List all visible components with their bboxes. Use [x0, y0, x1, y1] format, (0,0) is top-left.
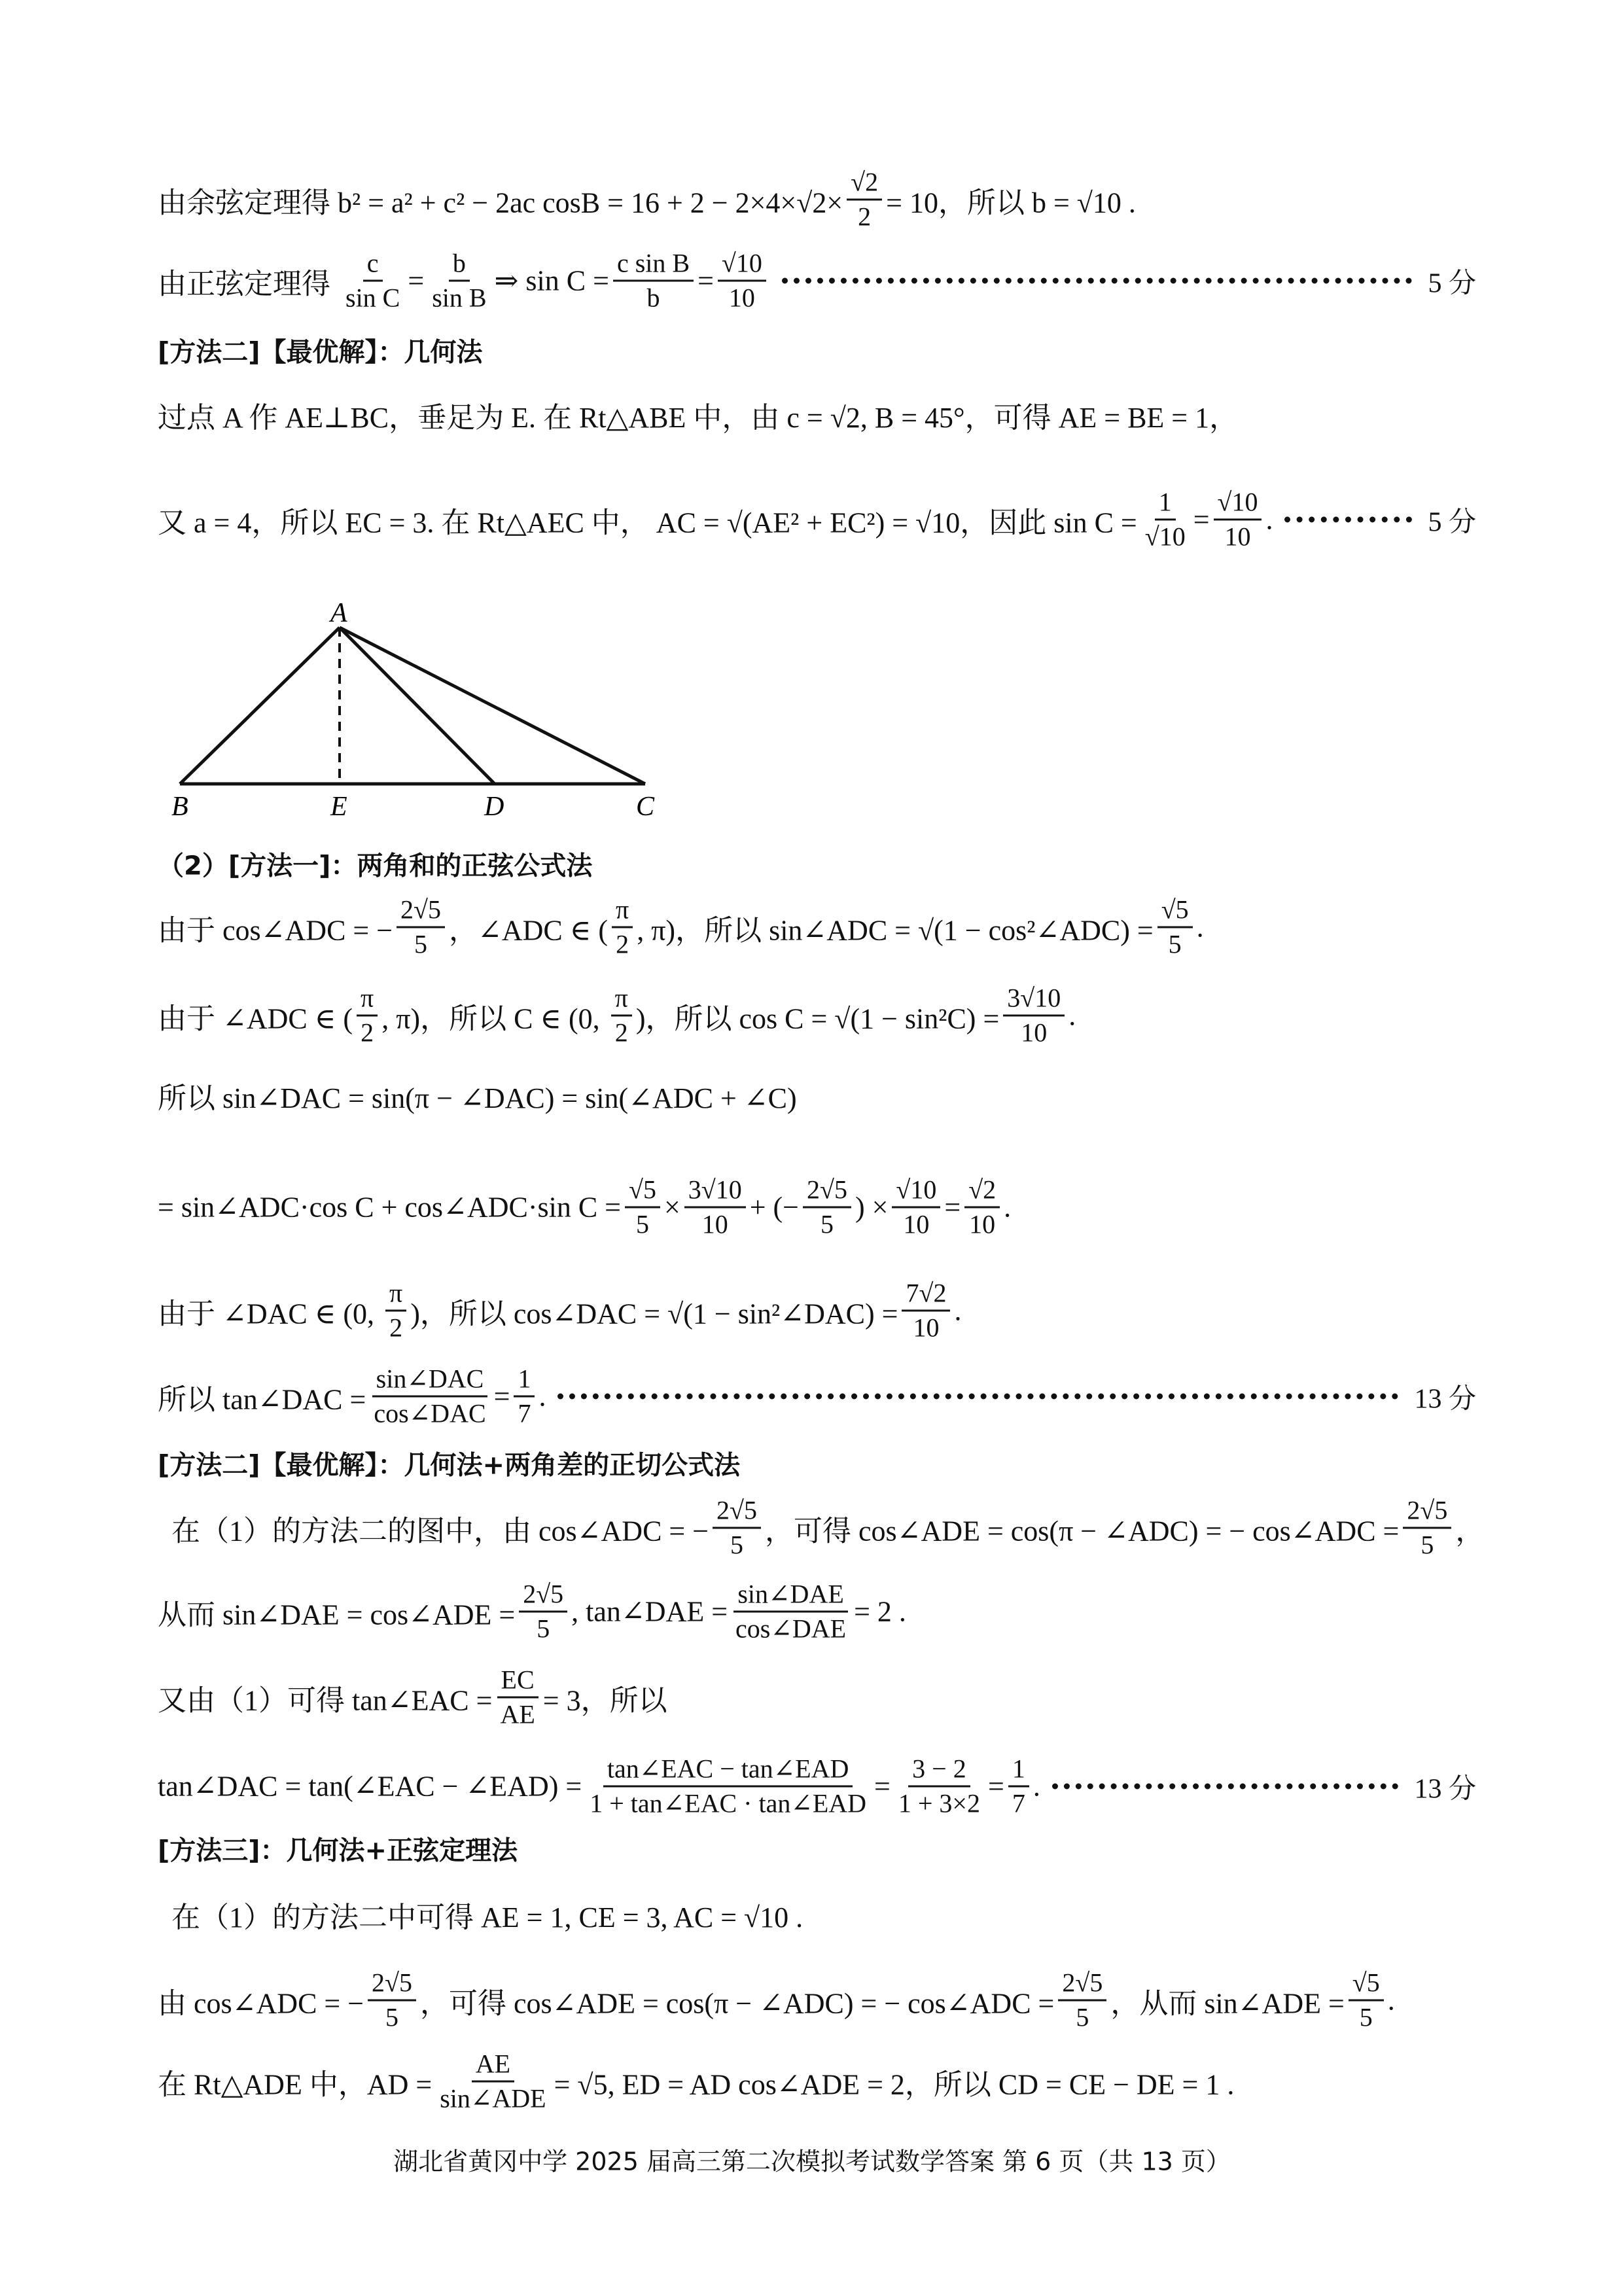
- numerator: √2: [964, 1174, 1000, 1209]
- denominator: 2: [616, 929, 629, 959]
- fraction: [894, 1753, 984, 1820]
- section-heading: [158, 1445, 1476, 1482]
- denominator: cos∠DAC: [374, 1398, 486, 1428]
- numerator: sin∠DAC: [372, 1363, 488, 1398]
- math-line: [158, 394, 1476, 436]
- fraction: [718, 247, 766, 315]
- numerator: 2√5: [1403, 1494, 1451, 1529]
- text-segment: ，∠ADC ∈ (: [449, 914, 608, 946]
- denominator: 5: [635, 1209, 649, 1239]
- numerator: b: [449, 247, 470, 282]
- denominator: 1 + tan∠EAC · tan∠EAD: [590, 1788, 867, 1818]
- fraction: [496, 1664, 538, 1731]
- denominator: 10: [728, 283, 755, 313]
- text-segment: =: [874, 1770, 891, 1803]
- denominator: 10: [1021, 1017, 1048, 1048]
- text-segment: 又由（1）可得 tan∠EAC =: [158, 1684, 493, 1716]
- math-line: [158, 1664, 1476, 1731]
- numerator: π: [357, 982, 378, 1017]
- text-segment: ，: [1455, 1515, 1485, 1547]
- dot-leader: [1052, 1784, 1399, 1790]
- text-segment: 从而 sin∠DAE = cos∠ADE =: [158, 1598, 516, 1631]
- denominator: 5: [1359, 2002, 1373, 2032]
- math-line: [158, 2048, 1476, 2115]
- text-segment: , tan∠DAE =: [571, 1595, 728, 1628]
- text-segment: （2）[方法一]：两角和的正弦公式法: [158, 851, 593, 881]
- fraction: [1003, 982, 1065, 1050]
- denominator: 5: [537, 1614, 550, 1644]
- fraction: [1403, 1494, 1451, 1562]
- numerator: 2√5: [397, 894, 445, 928]
- section-heading: [158, 1830, 1476, 1867]
- denominator: 10: [969, 1209, 996, 1239]
- page-footer: 湖北省黄冈中学 2025 届高三第二次模拟考试数学答案 第 6 页（共 13 页）: [393, 2147, 1231, 2176]
- fraction: [342, 247, 404, 315]
- text-segment: 由于 ∠ADC ∈ (: [158, 1002, 353, 1034]
- fraction: [611, 982, 632, 1050]
- numerator: π: [612, 894, 633, 928]
- text-segment: )，所以 cos∠DAC = √(1 − sin²∠DAC) =: [410, 1298, 898, 1330]
- numerator: π: [611, 982, 632, 1017]
- numerator: 2√5: [368, 1967, 416, 2002]
- score-label: 13 分: [1414, 1384, 1476, 1414]
- text-segment: ，从而 sin∠ADE =: [1110, 1987, 1345, 2019]
- text-segment: =: [988, 1770, 1004, 1803]
- math-line: [158, 247, 1476, 315]
- text-segment: .: [1068, 999, 1076, 1032]
- segment-AB: [180, 627, 340, 784]
- fraction: [684, 1174, 746, 1241]
- numerator: 7√2: [902, 1277, 950, 1312]
- fraction: [713, 1494, 761, 1562]
- denominator: 5: [1168, 929, 1182, 959]
- label-B: B: [171, 792, 188, 822]
- denominator: 5: [414, 929, 428, 959]
- text-segment: 由余弦定理得 b² = a² + c² − 2ac cosB = 16 + 2 − 2×4×√2×: [158, 186, 843, 219]
- label-C: C: [636, 792, 655, 822]
- section-heading: [158, 845, 1476, 883]
- dot-leader: [1284, 517, 1412, 523]
- text-segment: 又 a = 4，所以 EC = 3. 在 Rt△AEC 中， AC = √(AE² + EC²) = √10，因此 sin C =: [158, 506, 1137, 539]
- fraction: [1141, 486, 1190, 554]
- denominator: sin C: [345, 283, 400, 313]
- math-line: [158, 166, 1476, 234]
- denominator: 7: [518, 1398, 531, 1428]
- math-line: [158, 1074, 1476, 1116]
- denominator: 5: [820, 1209, 834, 1239]
- fraction: [613, 247, 694, 315]
- numerator: sin∠DAE: [733, 1578, 847, 1613]
- fraction: [436, 2048, 550, 2115]
- numerator: AE: [472, 2048, 514, 2083]
- numerator: 3√10: [684, 1174, 746, 1209]
- text-segment: tan∠DAC = tan(∠EAC − ∠EAD) =: [158, 1770, 582, 1803]
- denominator: 5: [730, 1530, 744, 1560]
- numerator: π: [385, 1277, 406, 1312]
- dot-leader: [782, 278, 1413, 284]
- denominator: 2: [858, 202, 872, 232]
- numerator: c: [363, 247, 383, 282]
- fraction: [1008, 1753, 1029, 1820]
- text-segment: .: [1004, 1191, 1012, 1224]
- text-segment: = √5, ED = AD cos∠ADE = 2，所以 CD = CE − DE = 1 .: [554, 2068, 1235, 2100]
- math-line: [158, 1753, 1476, 1820]
- text-segment: , π)，所以 C ∈ (0,: [381, 1002, 607, 1034]
- numerator: 3√10: [1003, 982, 1065, 1017]
- fraction: [370, 1363, 489, 1430]
- fraction: [385, 1277, 406, 1345]
- fraction: [732, 1578, 850, 1646]
- text-segment: , π)，所以 sin∠ADC = √(1 − cos²∠ADC) =: [637, 914, 1154, 946]
- denominator: 2: [361, 1017, 374, 1048]
- numerator: 3 − 2: [908, 1753, 970, 1788]
- score-label: 13 分: [1414, 1774, 1476, 1804]
- text-segment: 所以 sin∠DAC = sin(π − ∠DAC) = sin(∠ADC + ∠C): [158, 1082, 797, 1114]
- text-segment: ，可得 cos∠ADE = cos(π − ∠ADC) = − cos∠ADC =: [765, 1515, 1400, 1547]
- numerator: √10: [892, 1174, 940, 1209]
- text-segment: =: [408, 264, 425, 297]
- numerator: 1: [514, 1363, 535, 1398]
- text-segment: 在 Rt△ADE 中，AD =: [158, 2068, 432, 2100]
- numerator: √5: [625, 1174, 660, 1209]
- text-segment: = sin∠ADC·cos C + cos∠ADC·sin C =: [158, 1191, 621, 1224]
- text-segment: 由于 cos∠ADC = −: [158, 914, 393, 946]
- numerator: c sin B: [613, 247, 694, 282]
- text-segment: =: [1193, 503, 1210, 536]
- numerator: 2√5: [713, 1494, 761, 1529]
- fraction: [803, 1174, 851, 1241]
- math-line: [171, 1894, 1476, 1935]
- fraction: [519, 1578, 567, 1646]
- denominator: 10: [1224, 521, 1251, 552]
- denominator: 5: [385, 2002, 399, 2032]
- numerator: 2√5: [803, 1174, 851, 1209]
- text-segment: .: [1265, 503, 1273, 536]
- text-segment: = 10，所以 b = √10 .: [886, 186, 1136, 219]
- denominator: AE: [500, 1699, 535, 1729]
- numerator: 1: [1155, 486, 1176, 521]
- numerator: √5: [1349, 1967, 1384, 2002]
- text-segment: [方法二]【最优解】：几何法: [158, 337, 483, 368]
- text-segment: ⇒ sin C =: [494, 264, 609, 297]
- text-segment: 由正弦定理得: [158, 268, 338, 300]
- math-line: [158, 894, 1476, 961]
- text-segment: .: [1033, 1770, 1040, 1803]
- fraction: [1058, 1967, 1106, 2034]
- text-segment: [方法二]【最优解】：几何法+两角差的正切公式法: [158, 1450, 741, 1481]
- math-line: [158, 1578, 1476, 1646]
- denominator: 5: [1076, 2002, 1089, 2032]
- denominator: 10: [903, 1209, 930, 1239]
- math-line: [171, 1494, 1485, 1562]
- numerator: EC: [497, 1664, 538, 1699]
- denominator: 5: [1421, 1530, 1434, 1560]
- fraction: [625, 1174, 660, 1241]
- fraction: [612, 894, 633, 961]
- denominator: cos∠DAE: [735, 1614, 847, 1644]
- text-segment: 所以 tan∠DAC =: [158, 1383, 366, 1415]
- denominator: 1 + 3×2: [898, 1788, 980, 1818]
- text-segment: + (−: [749, 1191, 799, 1224]
- fraction: [514, 1363, 535, 1430]
- fraction: [964, 1174, 1000, 1241]
- fraction: [902, 1277, 950, 1345]
- dot-leader: [557, 1394, 1398, 1400]
- text-segment: 过点 A 作 AE⊥BC，垂足为 E. 在 Rt△ABE 中，由 c = √2, B = 45°，可得 AE = BE = 1，: [158, 402, 1239, 434]
- math-line: [158, 1967, 1476, 2034]
- fraction: [357, 982, 378, 1050]
- text-segment: )，所以 cos C = √(1 − sin²C) =: [635, 1002, 1000, 1034]
- denominator: √10: [1144, 521, 1186, 552]
- numerator: √2: [847, 166, 882, 201]
- math-line: [158, 982, 1476, 1050]
- denominator: 10: [913, 1313, 940, 1343]
- denominator: b: [646, 283, 660, 313]
- math-line: [158, 1363, 1476, 1430]
- section-heading: [158, 332, 1476, 369]
- denominator: sin∠ADE: [440, 2083, 546, 2113]
- fraction: [428, 247, 490, 315]
- numerator: tan∠EAC − tan∠EAD: [603, 1753, 853, 1788]
- text-segment: .: [538, 1380, 546, 1413]
- triangle-figure: [157, 589, 680, 824]
- numerator: √10: [718, 247, 766, 282]
- numerator: √10: [1214, 486, 1262, 521]
- text-segment: =: [944, 1191, 961, 1224]
- denominator: 10: [701, 1209, 728, 1239]
- score-label: 5 分: [1428, 268, 1476, 298]
- math-line: [158, 1174, 1476, 1241]
- denominator: 7: [1012, 1788, 1025, 1818]
- label-A: A: [330, 598, 347, 628]
- text-segment: .: [1196, 911, 1204, 944]
- fraction: [397, 894, 445, 961]
- denominator: sin B: [432, 283, 487, 313]
- label-E: E: [330, 792, 347, 822]
- text-segment: 在（1）的方法二的图中，由 cos∠ADC = −: [171, 1515, 709, 1547]
- segment-AC: [340, 627, 645, 784]
- fraction: [1349, 1967, 1384, 2034]
- numerator: 2√5: [519, 1578, 567, 1613]
- fraction: [1157, 894, 1193, 961]
- math-line: [158, 486, 1476, 554]
- text-segment: =: [493, 1380, 510, 1413]
- text-segment: 在（1）的方法二中可得 AE = 1, CE = 3, AC = √10 .: [171, 1901, 803, 1934]
- fraction: [892, 1174, 940, 1241]
- segment-AD: [340, 627, 495, 784]
- text-segment: ×: [663, 1191, 680, 1224]
- numerator: 2√5: [1058, 1967, 1106, 2002]
- denominator: 2: [389, 1313, 403, 1343]
- text-segment: = 2 .: [854, 1595, 906, 1628]
- math-line: [158, 1277, 1476, 1345]
- label-D: D: [484, 792, 504, 822]
- text-segment: 由于 ∠DAC ∈ (0,: [158, 1298, 381, 1330]
- denominator: 2: [614, 1017, 628, 1048]
- fraction: [586, 1753, 870, 1820]
- text-segment: = 3，所以: [542, 1684, 667, 1716]
- fraction: [1214, 486, 1262, 554]
- numerator: 1: [1008, 1753, 1029, 1788]
- text-segment: 由 cos∠ADC = −: [158, 1987, 364, 2019]
- score-label: 5 分: [1428, 507, 1476, 537]
- text-segment: =: [697, 264, 714, 297]
- text-segment: [方法三]：几何法+正弦定理法: [158, 1835, 518, 1866]
- text-segment: ，可得 cos∠ADE = cos(π − ∠ADC) = − cos∠ADC =: [420, 1987, 1055, 2019]
- text-segment: .: [1387, 1984, 1395, 2017]
- fraction: [368, 1967, 416, 2034]
- fraction: [847, 166, 882, 234]
- text-segment: ) ×: [855, 1191, 889, 1224]
- numerator: √5: [1157, 894, 1193, 928]
- text-segment: .: [954, 1294, 962, 1327]
